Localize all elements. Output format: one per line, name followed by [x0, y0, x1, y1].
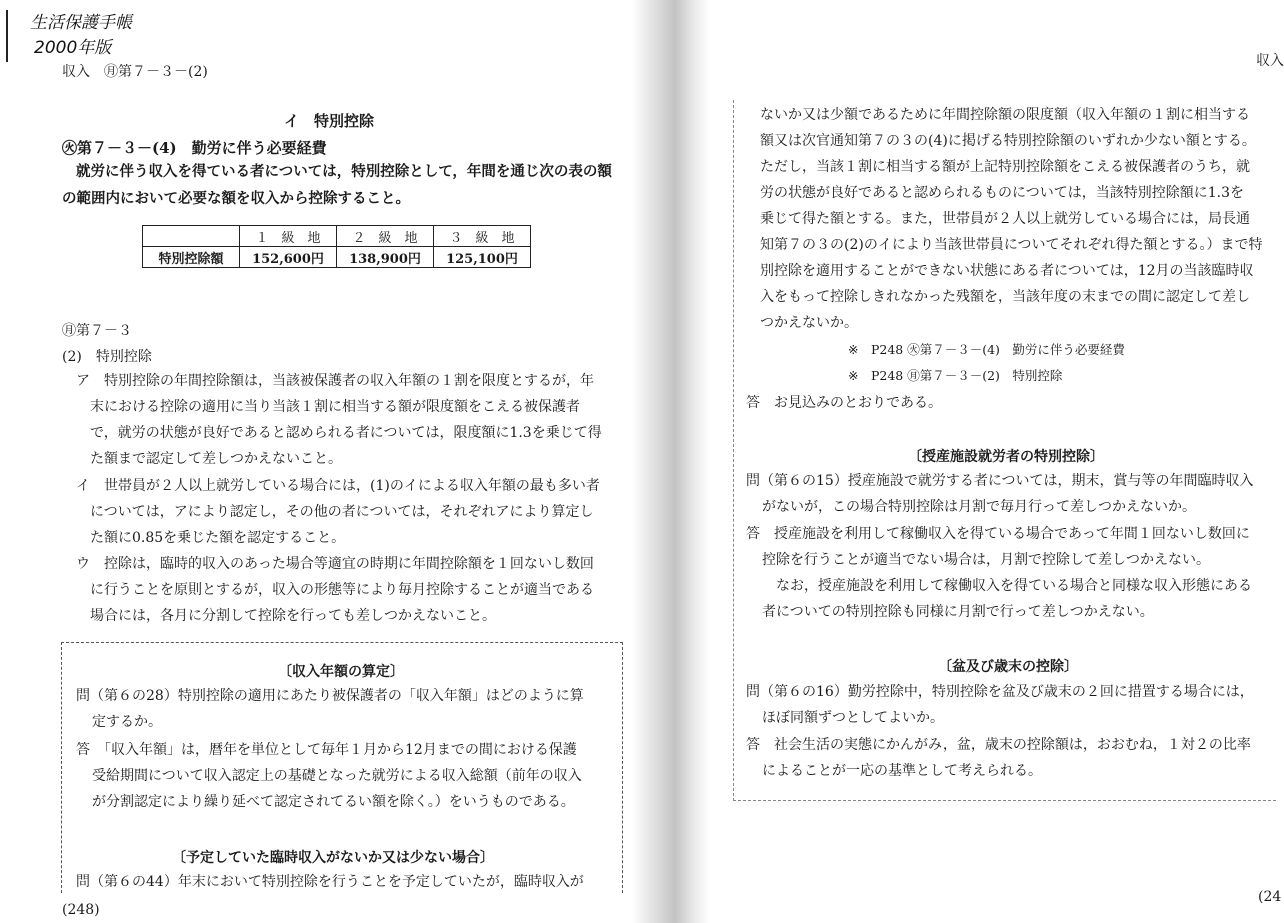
item-u-line: に行うことを原則とするが，収入の形態等により毎月控除することが適当である: [90, 582, 594, 598]
table-row: [143, 247, 531, 268]
rule-body-line-2: の範囲内において必要な額を収入から控除すること。: [62, 190, 410, 207]
continued-question-line: 額又は次官通知第７の３の(4)に掲げる特別控除額のいずれか少ない額とする。: [760, 133, 1256, 149]
item-a-line: た額まで認定して差しつかえないこと。: [90, 451, 342, 467]
item-u-line: 場合には，各月に分割して控除を行っても差しつかえないこと。: [90, 608, 496, 624]
question-line: 問（第６の16）勤労控除中，特別控除を盆及び歳末の２回に措置する場合には，: [746, 684, 1254, 700]
answer-line: 者についての特別控除も同様に月割で行って差しつかえない。: [762, 604, 1154, 620]
rule-heading: ㊋第７－３－(4) 勤労に伴う必要経費: [62, 139, 327, 157]
page-edge-mark: [6, 10, 8, 62]
item-a-line: で，就労の状態が良好であると認められる者については，限度額に1.3を乗じて得: [90, 425, 602, 441]
answer-line: によることが一応の基準として考えられる。: [762, 763, 1042, 779]
section-title: イ 特別控除: [284, 112, 375, 130]
right-page: [640, 0, 1284, 923]
cross-reference: ※ P248 ㊋第７－３－(4) 勤労に伴う必要経費: [848, 342, 1125, 357]
table-header-cell: １ 級 地: [240, 226, 337, 247]
notice-reference: ㊊第７－３: [62, 323, 132, 339]
table-cell: 138,900円: [337, 247, 434, 268]
item-i-line: については，アにより認定し，その他の者については，それぞれアにより算定し: [90, 504, 594, 520]
table-header-row: [143, 226, 531, 247]
answer-line: 受給期間について収入認定上の基礎となった就労による収入総額（前年の収入: [92, 768, 582, 784]
table-header-cell: ３ 級 地: [434, 226, 531, 247]
answer-line: が分割認定により繰り延べて認定されてるい額を除く。）をいうものである。: [92, 794, 575, 810]
table-header-cell: ２ 級 地: [337, 226, 434, 247]
page-number: (248): [62, 902, 100, 918]
qa-title: 〔盆及び歳末の控除〕: [938, 659, 1078, 675]
left-page: [0, 0, 640, 923]
continued-question-line: 労の状態が良好であると認められるものについては，当該特別控除額に1.3を: [760, 185, 1244, 201]
continued-question-line: ないか又は少額であるために年間控除額の限度額（収入年額の１割に相当する: [760, 107, 1250, 123]
question-line: 問（第６の44）年末において特別控除を行うことを予定していたが，臨時収入が: [76, 874, 584, 890]
question-line: ほぼ同額ずつとしてよいか。: [762, 710, 944, 726]
item-i-line: た額に0.85を乗じた額を認定すること。: [90, 530, 346, 546]
answer-line: なお，授産施設を利用して稼働収入を得ている場合と同様な収入形態にある: [776, 578, 1252, 594]
question-line: 問（第６の15）授産施設で就労する者については，期末，賞与等の年間臨時収入: [746, 473, 1254, 489]
qa-title: 〔収入年額の算定〕: [278, 664, 404, 680]
table-row-label: 特別控除額: [143, 247, 240, 268]
answer-line: 答 「収入年額」は，暦年を単位として毎年１月から12月までの間における保護: [76, 742, 577, 758]
answer-line: 答 授産施設を利用して稼働収入を得ている場合であって年間１回ないし数回に: [746, 526, 1250, 542]
continued-question-line: 入をもって控除しきれなかった残額を，当該年度の末までの間に認定して差し: [760, 289, 1250, 305]
question-line: がないが，この場合特別控除は月割で毎月行って差しつかえないか。: [762, 499, 1196, 515]
page-number: (24: [1258, 889, 1282, 905]
continued-question-line: 知第７の３の(2)のイにより当該世帯員についてそれぞれ得た額とする。）まで特: [760, 237, 1263, 253]
continued-question-line: つかえないか。: [760, 315, 858, 331]
continued-question-line: 別控除を適用することができない状態にある者については，12月の当該臨時収: [760, 263, 1254, 279]
answer-line: 答 社会生活の実態にかんがみ，盆，歳末の控除額は，おおむね，１対２の比率: [746, 737, 1251, 753]
running-head: 収入 ㊊第７－３－(2): [62, 64, 208, 80]
continued-question-line: 乗じて得た額とする。また，世帯員が２人以上就労している場合には，局長通: [760, 211, 1250, 227]
item-a-line: ア 特別控除の年間控除額は，当該被保護者の収入年額の１割を限度とするが，年: [76, 373, 594, 389]
special-deduction-table: [142, 225, 531, 268]
handwritten-note-line-2: 2000年版: [34, 38, 112, 58]
answer-line: 控除を行うことが適当でない場合は，月割で控除して差しつかえない。: [762, 552, 1210, 568]
answer-line: 答 お見込みのとおりである。: [746, 395, 942, 411]
continued-question-line: ただし，当該１割に相当する額が上記特別控除額をこえる被保護者のうち，就: [760, 159, 1250, 175]
question-line: 問（第６の28）特別控除の適用にあたり被保護者の「収入年額」はどのように算: [76, 688, 584, 704]
cross-reference: ※ P248 ㊊第７－３－(2) 特別控除: [848, 368, 1063, 383]
item-u-line: ウ 控除は，臨時的収入のあった場合等適宜の時期に年間控除額を１回ないし数回: [76, 556, 594, 572]
item-i-line: イ 世帯員が２人以上就労している場合には，(1)のイによる収入年額の最も多い者: [76, 478, 600, 494]
table-cell: 152,600円: [240, 247, 337, 268]
question-line: 定するか。: [92, 714, 162, 730]
qa-title: 〔授産施設就労者の特別控除〕: [908, 449, 1104, 465]
item-a-line: 末における控除の適用に当り当該１割に相当する額が限度額をこえる被保護者: [90, 399, 580, 415]
running-head: 収入: [1256, 53, 1284, 69]
qa-title: 〔予定していた臨時収入がないか又は少ない場合〕: [172, 850, 494, 866]
item-heading: (2) 特別控除: [62, 349, 152, 365]
rule-body-line-1: 就労に伴う収入を得ている者については，特別控除として，年間を通じ次の表の額: [76, 163, 612, 180]
table-cell: 125,100円: [434, 247, 531, 268]
table-header-cell: [143, 226, 240, 247]
handwritten-note-line-1: 生活保護手帳: [30, 13, 132, 33]
